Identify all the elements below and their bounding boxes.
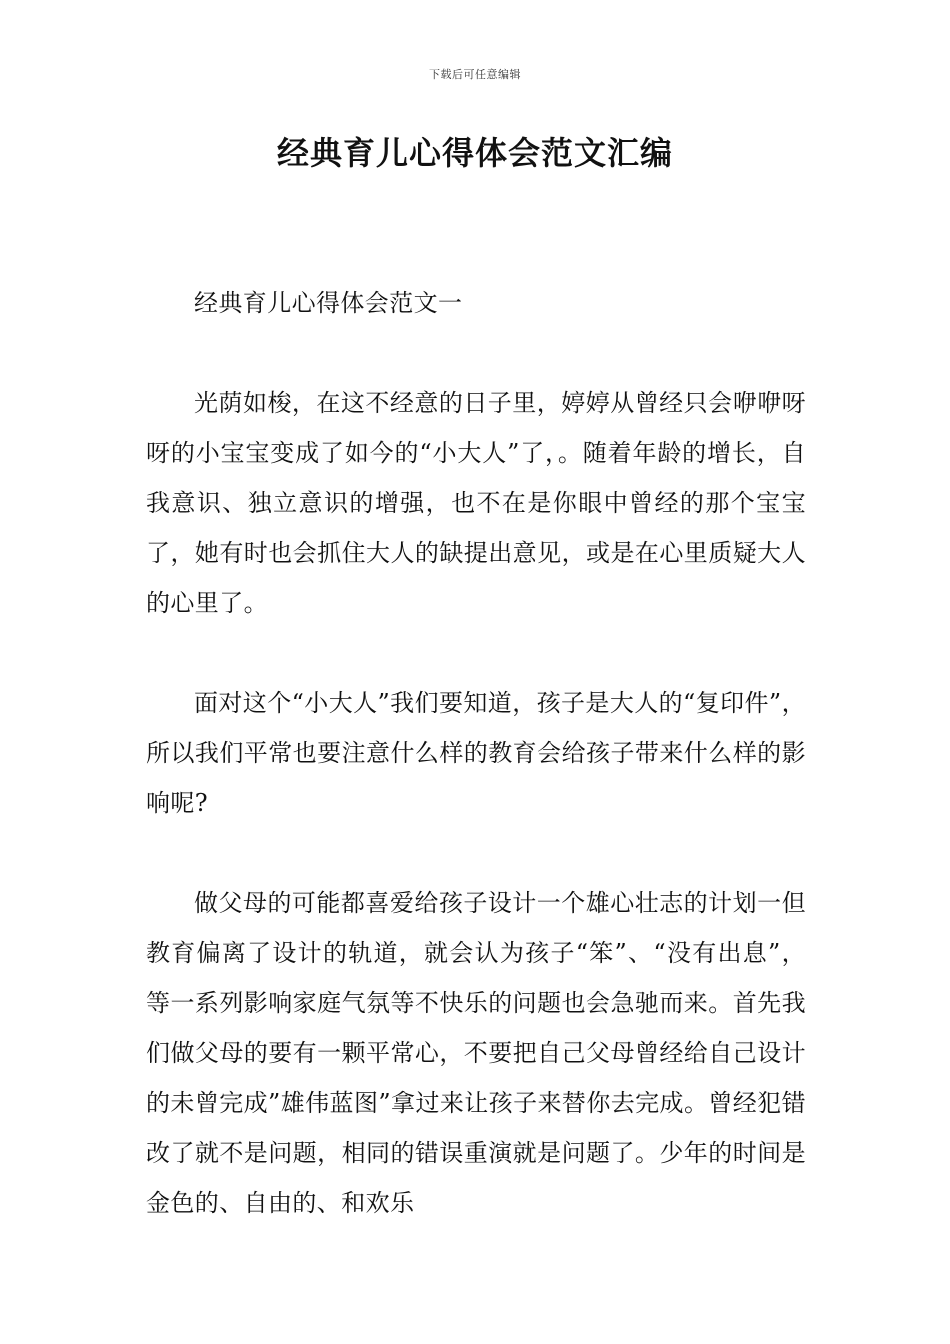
paragraph: 面对这个“小大人”我们要知道，孩子是大人的“复印件”，所以我们平常也要注意什么样的教育会给孩子带来什么样的影响呢?: [146, 689, 806, 817]
document-body: [146, 278, 806, 1228]
document-title: 经典育儿心得体会范文汇编: [276, 134, 673, 172]
paragraph: 光荫如梭，在这不经意的日子里，婷婷从曾经只会咿咿呀呀的小宝宝变成了如今的“小大人”了，。随着年龄的增长，自我意识、独立意识的增强，也不在是你眼中曾经的那个宝宝了，她有时也会抓住大人的缺提出意见，或是在心里质疑大人的心里了。: [146, 389, 806, 617]
section-heading: 经典育儿心得体会范文一: [194, 289, 463, 317]
paragraph: 做父母的可能都喜爱给孩子设计一个雄心壮志的计划一但教育偏离了设计的轨道，就会认为孩子“笨”、“没有出息”，等一系列影响家庭气氛等不快乐的问题也会急驰而来。首先我们做父母的要有一颗平常心，不要把自己父母曾经给自己设计的未曾完成”雄伟蓝图”拿过来让孩子来替你去完成。曾经犯错改了就不是问题，相同的错误重演就是问题了。少年的时间是金色的、自由的、和欢乐: [146, 889, 806, 1217]
header-note: 下载后可任意编辑: [429, 68, 521, 81]
